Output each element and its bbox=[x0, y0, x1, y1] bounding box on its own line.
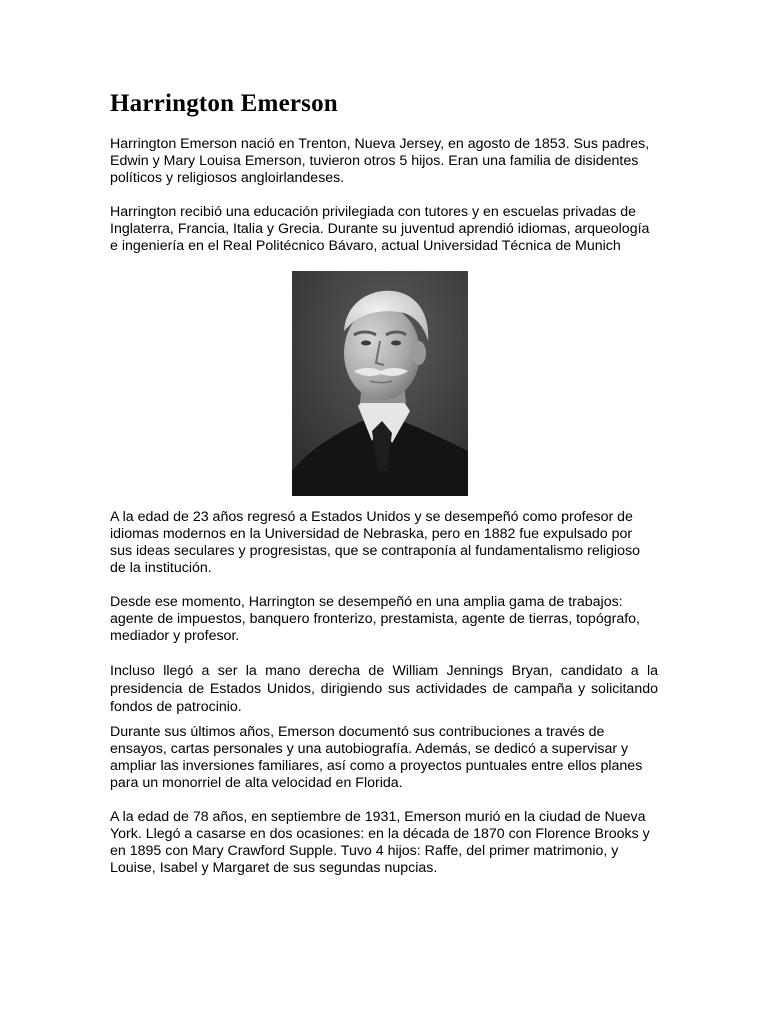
paragraph-death: A la edad de 78 años, en septiembre de 1931, Emerson murió en la ciudad de Nueva York. Llegó a casarse en dos ocasiones: en la década de 1870 con Florence Brooks y en 1895 con Mary Crawford Supple. Tuvo 4 hijos: Raffe, del primer matrimonio, y Louise, Isabel y Margaret de sus segundas nupcias. bbox=[110, 809, 650, 876]
portrait-photo bbox=[292, 271, 468, 496]
paragraph-careers: Desde ese momento, Harrington se desempeñó en una amplia gama de trabajos: agente de impuestos, banquero fronterizo, prestamista, agente de tierras, topógrafo, mediador y profesor. bbox=[110, 594, 640, 644]
paragraph-bryan: Incluso llegó a ser la mano derecha de William Jennings Bryan, candidato a la presidencia de Estados Unidos, dirigiendo sus actividades de campaña y solicitando fondos de patrocinio. bbox=[110, 663, 658, 715]
paragraph-education: Harrington recibió una educación privilegiada con tutores y en escuelas privadas de Inglaterra, Francia, Italia y Grecia. Durante su juventud aprendió idiomas, arqueología e ingeniería en el Real Politécnico Bávaro, actual Universidad Técnica de Munich bbox=[110, 204, 650, 254]
paragraph-nebraska: A la edad de 23 años regresó a Estados Unidos y se desempeñó como profesor de idiomas modernos en la Universidad de Nebraska, pero en 1882 fue expulsado por sus ideas seculares y progresistas, que se contraponía al fundamentalismo religioso de la institución. bbox=[110, 509, 640, 576]
paragraph-later-years: Durante sus últimos años, Emerson documentó sus contribuciones a través de ensayos, cartas personales y una autobiografía. Además, se dedicó a supervisar y ampliar las inversiones familiares, así como a proyectos puntuales entre ellos planes para un monorriel de alta velocidad en Florida. bbox=[110, 724, 643, 791]
page-title: Harrington Emerson bbox=[110, 90, 338, 117]
paragraph-birth: Harrington Emerson nació en Trenton, Nueva Jersey, en agosto de 1853. Sus padres, Edwin y Mary Louisa Emerson, tuvieron otros 5 hijos. Eran una familia de disidentes políticos y religiosos angloirlandeses. bbox=[110, 136, 650, 186]
document-body bbox=[110, 88, 658, 877]
